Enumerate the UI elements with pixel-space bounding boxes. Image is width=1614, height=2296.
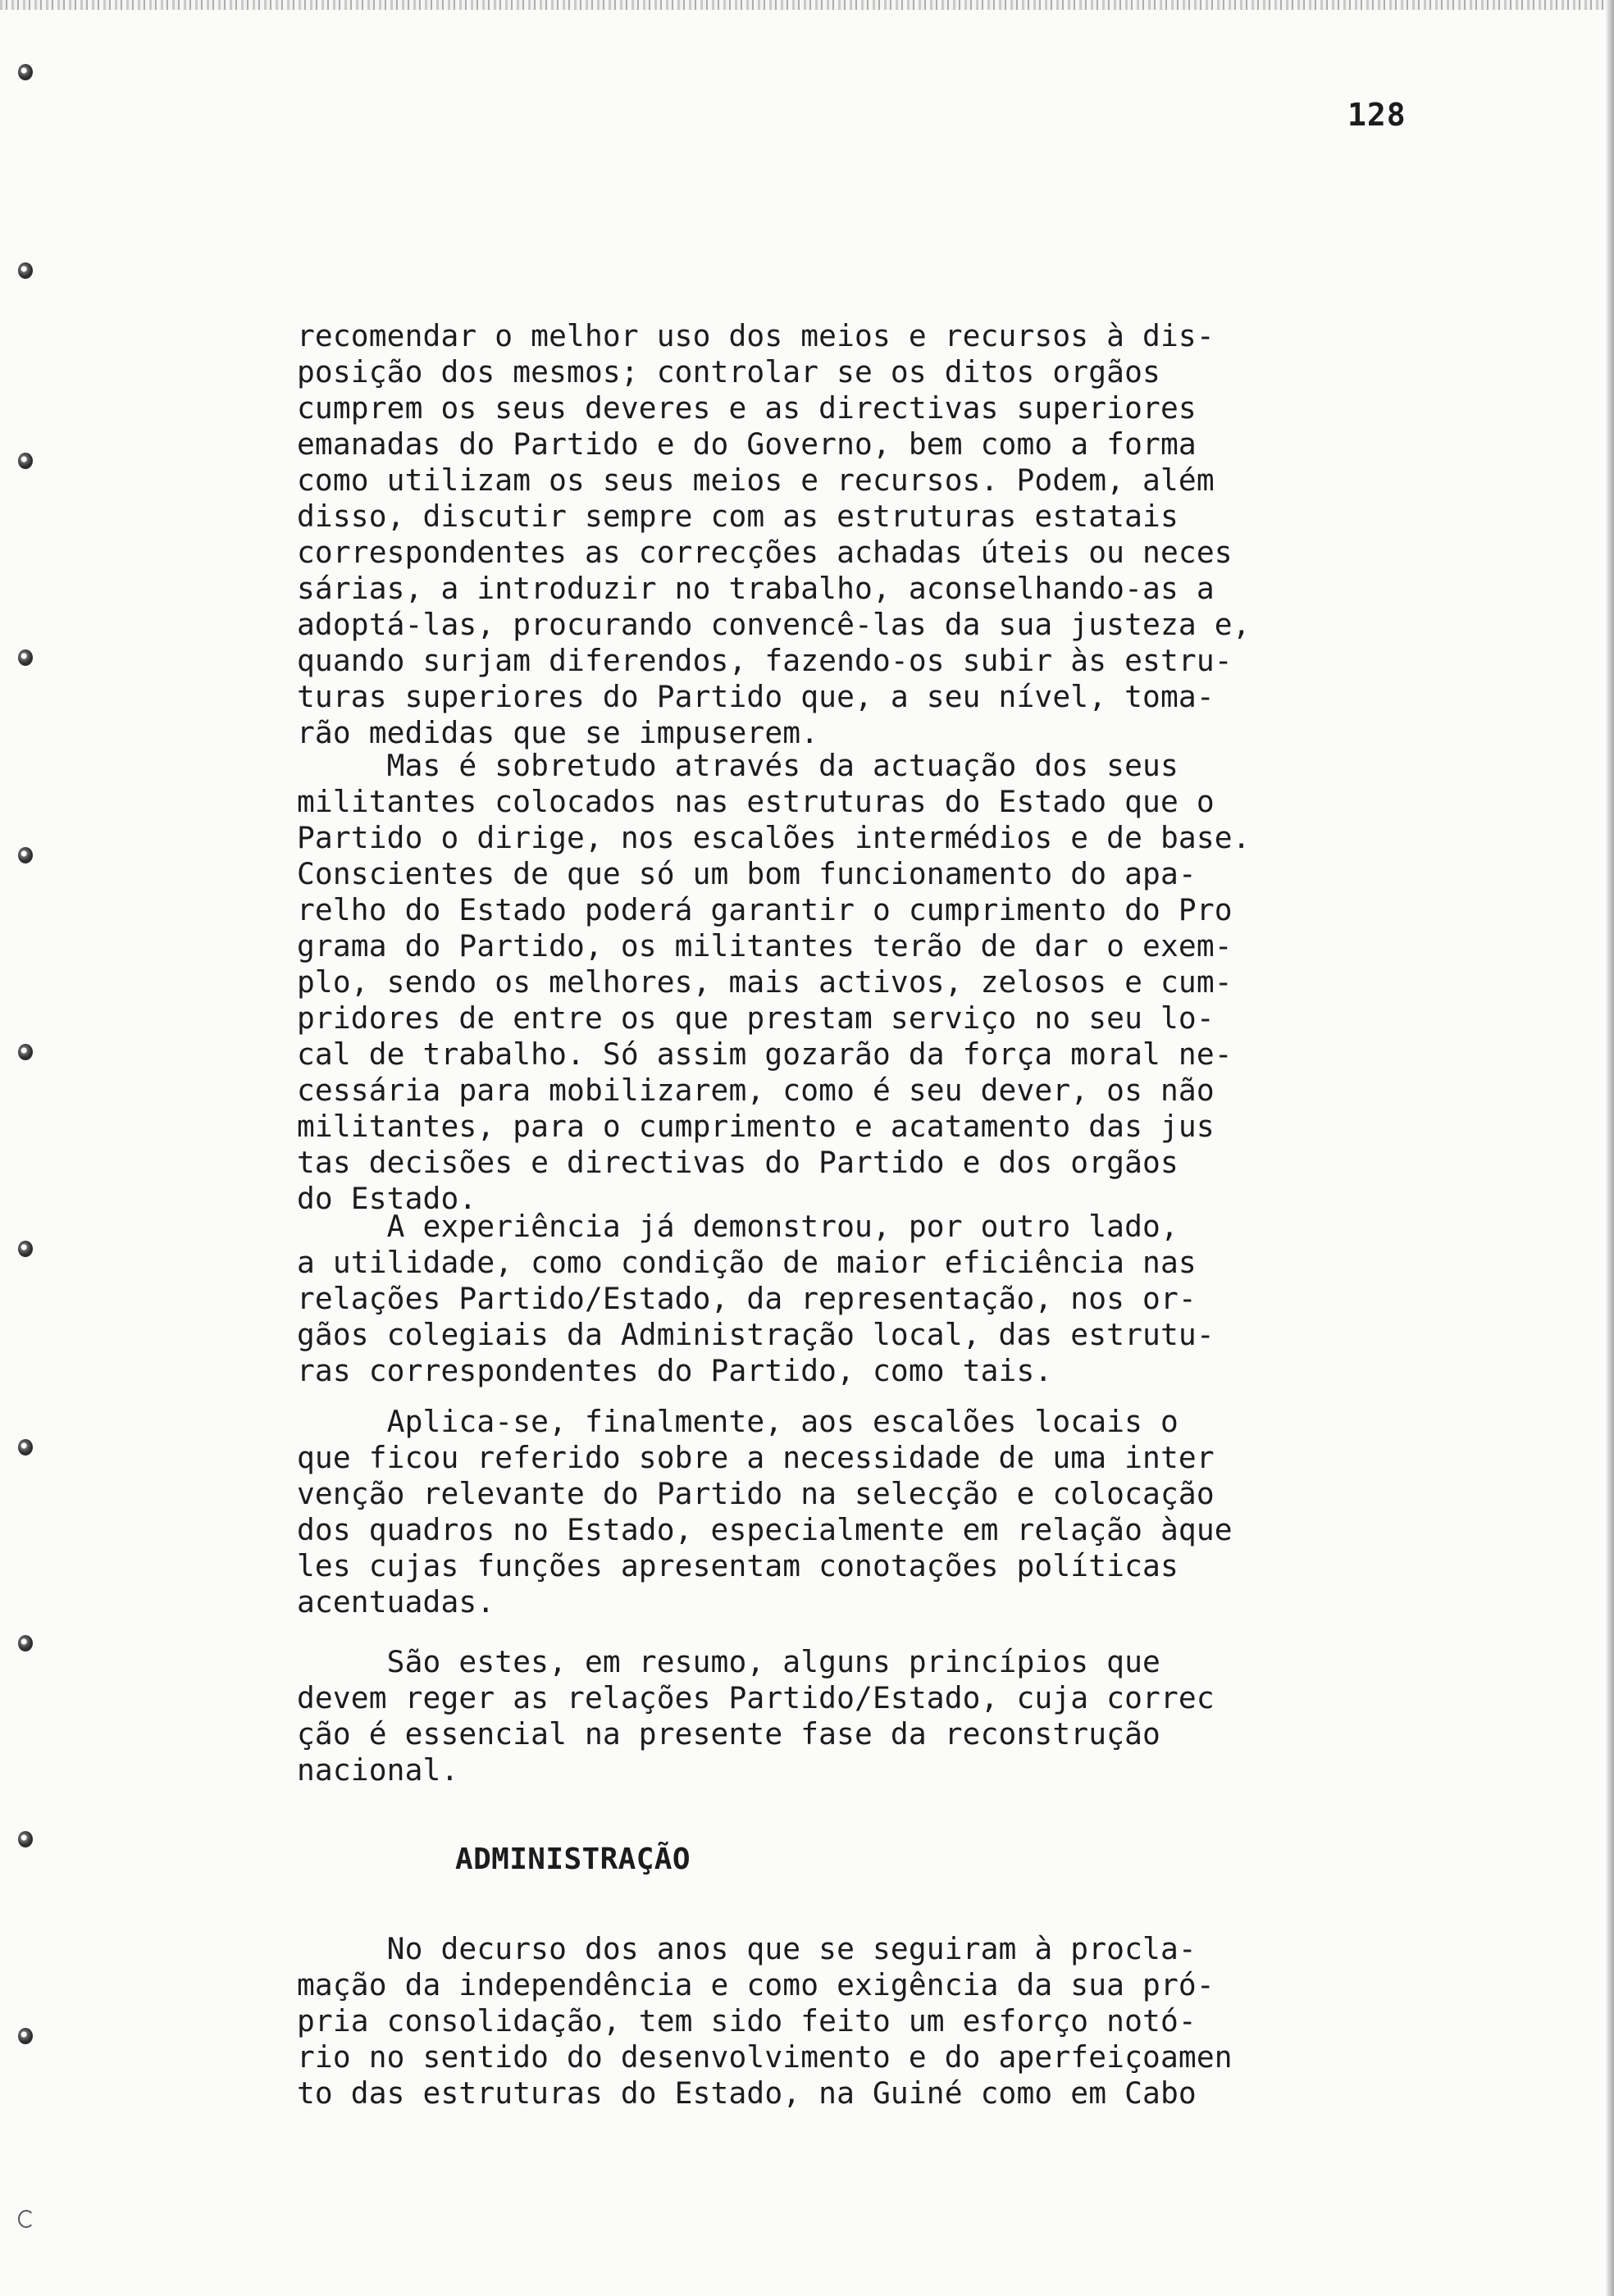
text-line: grama do Partido, os militantes terão de dar o exem- — [297, 928, 1233, 963]
page-right-edge — [1606, 0, 1614, 2296]
punch-hole — [18, 1044, 33, 1060]
text-line: plo, sendo os melhores, mais activos, zelosos e cum- — [297, 964, 1233, 1000]
text-line: ras correspondentes do Partido, como tais. — [297, 1353, 1053, 1388]
paragraph-2 — [297, 748, 1429, 1217]
text-line: A experiência já demonstrou, por outro lado, — [297, 1209, 1179, 1244]
text-line: cal de trabalho. Só assim gozarão da força moral ne- — [297, 1036, 1233, 1072]
text-line: São estes, em resumo, alguns princípios que — [297, 1644, 1160, 1679]
text-line: relações Partido/Estado, da representação, nos or- — [297, 1281, 1197, 1316]
text-line: posição dos mesmos; controlar se os ditos orgãos — [297, 354, 1160, 390]
section-heading: ADMINISTRAÇÃO — [455, 1843, 691, 1876]
punch-hole — [18, 2028, 33, 2044]
paragraph-6 — [297, 1931, 1429, 2112]
text-line: Partido o dirige, nos escalões intermédios e de base. — [297, 820, 1251, 855]
punch-hole — [18, 1241, 33, 1257]
text-line: No decurso dos anos que se seguiram à procla- — [297, 1931, 1197, 1966]
punch-hole — [18, 2210, 34, 2228]
punch-hole — [18, 1635, 33, 1651]
text-line: mação da independência e como exigência da sua pró- — [297, 1967, 1215, 2002]
paragraph-5 — [297, 1644, 1429, 1788]
text-line: turas superiores do Partido que, a seu nível, toma- — [297, 679, 1215, 714]
page-number: 128 — [1347, 97, 1407, 133]
text-line: nacional. — [297, 1752, 459, 1788]
text-line: sárias, a introduzir no trabalho, aconselhando-as a — [297, 571, 1215, 606]
punch-hole — [18, 64, 33, 80]
text-line: cumprem os seus deveres e as directivas superiores — [297, 390, 1197, 426]
punch-hole — [18, 1439, 33, 1456]
text-line: do Estado. — [297, 1181, 477, 1216]
text-line: pridores de entre os que prestam serviço no seu lo- — [297, 1000, 1215, 1036]
text-line: Aplica-se, finalmente, aos escalões locais o — [297, 1404, 1179, 1439]
text-line: ção é essencial na presente fase da reconstrução — [297, 1716, 1160, 1752]
text-line: militantes, para o cumprimento e acatamento das jus — [297, 1109, 1215, 1144]
text-line: relho do Estado poderá garantir o cumprimento do Pro — [297, 892, 1233, 927]
punch-hole — [18, 262, 33, 279]
text-line: Conscientes de que só um bom funcionamento do apa- — [297, 856, 1197, 891]
text-line: rio no sentido do desenvolvimento e do aperfeiçoamen — [297, 2039, 1233, 2075]
text-line: devem reger as relações Partido/Estado, cuja correc — [297, 1680, 1215, 1715]
text-line: emanadas do Partido e do Governo, bem como a forma — [297, 426, 1197, 462]
text-line: venção relevante do Partido na selecção e colocação — [297, 1476, 1215, 1511]
text-line: recomendar o melhor uso dos meios e recursos à dis- — [297, 318, 1215, 353]
text-line: rão medidas que se impuserem. — [297, 715, 819, 750]
text-line: pria consolidação, tem sido feito um esforço notó- — [297, 2003, 1197, 2039]
text-line: militantes colocados nas estruturas do Estado que o — [297, 784, 1215, 819]
punch-hole — [18, 847, 33, 863]
paragraph-3 — [297, 1209, 1429, 1389]
text-line: disso, discutir sempre com as estruturas estatais — [297, 499, 1179, 534]
punch-hole — [18, 1831, 33, 1847]
text-line: tas decisões e directivas do Partido e dos orgãos — [297, 1145, 1179, 1180]
text-line: como utilizam os seus meios e recursos. Podem, além — [297, 462, 1215, 498]
punch-hole — [18, 453, 33, 469]
text-line: gãos colegiais da Administração local, das estrutu- — [297, 1317, 1215, 1352]
paragraph-1 — [297, 318, 1429, 751]
text-line: les cujas funções apresentam conotações políticas — [297, 1548, 1179, 1583]
text-line: dos quadros no Estado, especialmente em relação àque — [297, 1512, 1233, 1547]
punch-holes — [0, 0, 66, 2296]
text-line: correspondentes as correcções achadas úteis ou neces — [297, 535, 1233, 570]
text-line: que ficou referido sobre a necessidade de uma inter — [297, 1440, 1215, 1475]
text-line: to das estruturas do Estado, na Guiné como em Cabo — [297, 2075, 1197, 2111]
paragraph-4 — [297, 1404, 1429, 1620]
text-line: acentuadas. — [297, 1584, 495, 1620]
page-top-edge — [0, 0, 1614, 10]
text-line: adoptá-las, procurando convencê-las da sua justeza e, — [297, 607, 1251, 642]
punch-hole — [18, 649, 33, 666]
text-line: cessária para mobilizarem, como é seu dever, os não — [297, 1073, 1215, 1108]
text-line: a utilidade, como condição de maior eficiência nas — [297, 1245, 1197, 1280]
text-line: quando surjam diferendos, fazendo-os subir às estru- — [297, 643, 1233, 678]
text-line: Mas é sobretudo através da actuação dos seus — [297, 748, 1179, 783]
